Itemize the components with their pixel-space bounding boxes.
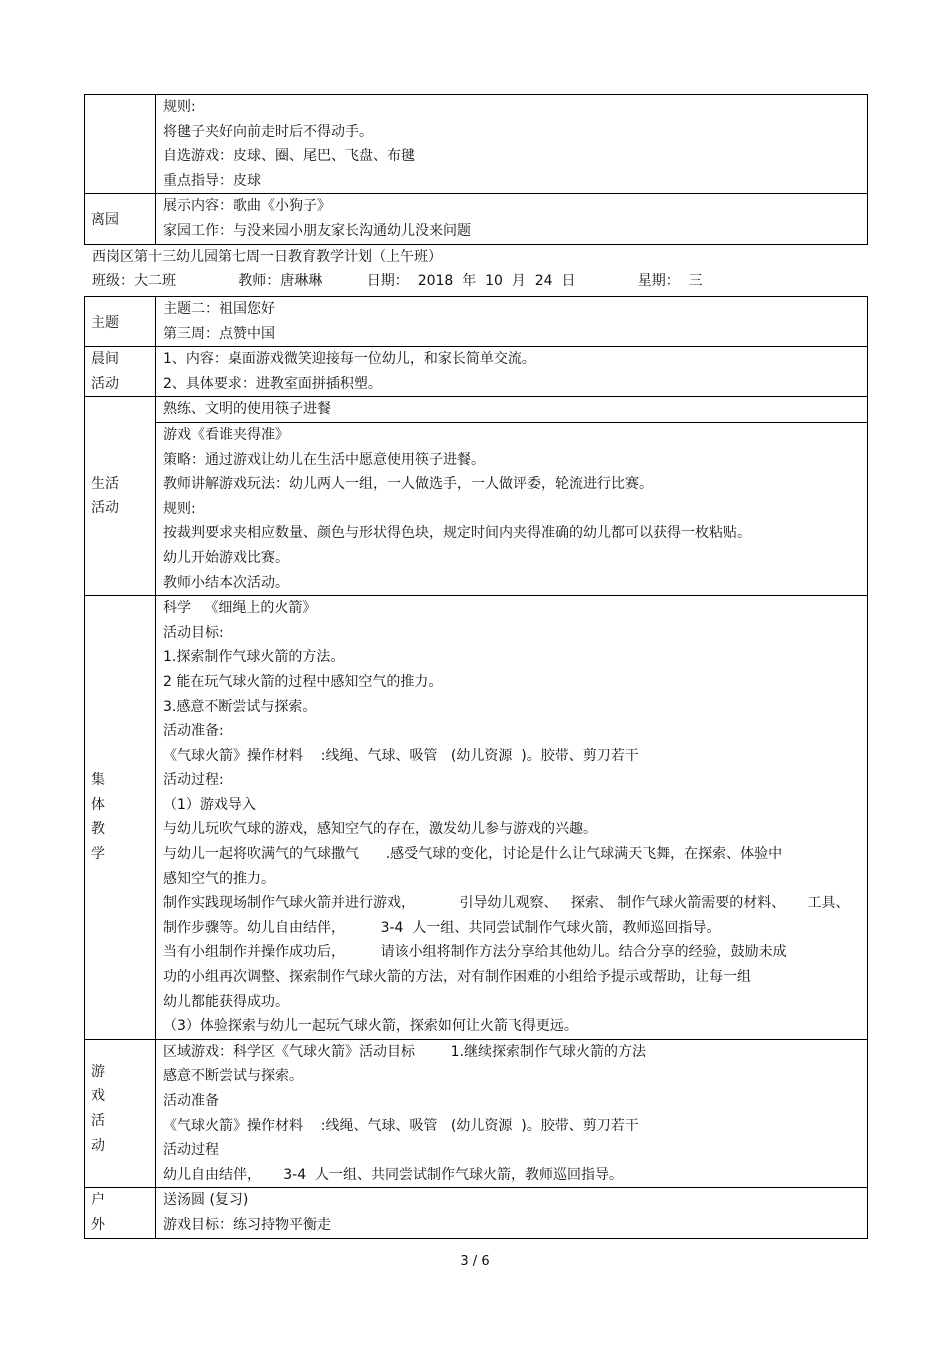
text-line: 教师小结本次活动。 [163,574,289,591]
text-line: 3.感意不断尝试与探索。 [163,698,317,715]
table-continuation [84,94,868,245]
row-label-group [85,596,156,1040]
text-line: 第三周：点赞中国 [163,325,275,342]
text-line: 制作实践现场制作气球火箭并进行游戏， 引导幼儿观察、 探索、 制作气球火箭需要的材料、 工具、 [163,895,850,912]
table-row [85,194,868,244]
document-title: 西岗区第十三幼儿园第七周一日教育教学计划（上午班） [92,249,442,265]
text-line: 1、内容：桌面游戏微笑迎接每一位幼儿，和家长简单交流。 [163,351,536,368]
text-line: 功的小组再次调整、探索制作气球火箭的方法，对有制作困难的小组给予提示或帮助，让每一组 [163,969,751,986]
text-line: 与幼儿一起将吹满气的气球撒气 .感受气球的变化，讨论是什么让气球满天飞舞，在探索、体验中 [163,846,783,863]
page-number: 3 / 6 [460,1254,490,1269]
text-line: 当有小组制作并操作成功后， 请该小组将制作方法分享给其他幼儿。结合分享的经验，鼓励未成 [163,944,787,961]
text-line: （3）体验探索与幼儿一起玩气球火箭，探索如何让火箭飞得更远。 [163,1018,578,1035]
label-char: 体 [91,796,105,813]
table-row [85,297,868,347]
text-line: 将毽子夹好向前走时后不得动手。 [163,123,373,140]
text-line: 教师讲解游戏玩法：幼儿两人一组，一人做选手，一人做评委，轮流进行比赛。 [163,476,653,493]
plan-table [84,296,868,1239]
label-char: 教 [91,821,105,838]
text-line: 家园工作：与没来园小朋友家长沟通幼儿没来问题 [163,222,471,239]
text-line: 规则: [163,500,196,517]
label-char: 集 [91,772,105,789]
row-label-theme [85,297,156,347]
label-line: 生活 [91,475,119,492]
text-line: 熟练、文明的使用筷子进餐 [163,401,331,418]
text-line: 展示内容：歌曲《小狗子》 [163,198,331,215]
row-label [85,194,156,244]
row-content [156,1188,868,1238]
label-char: 活 [91,1113,105,1129]
row-label-games [85,1039,156,1188]
text-line: 感知空气的推力。 [163,870,275,887]
text-line: 科学 《细绳上的火箭》 [163,600,317,617]
table-row [85,397,868,596]
text-line: 与幼儿玩吹气球的游戏，感知空气的存在，激发幼儿参与游戏的兴趣。 [163,821,597,838]
row-content [156,347,868,397]
text-line: 感意不断尝试与探索。 [163,1068,303,1085]
text-line: 活动准备: [163,723,224,740]
label-line: 活动 [91,500,119,517]
label-char: 游 [91,1063,105,1080]
sub-cell [156,422,867,595]
label-char: 动 [91,1137,105,1154]
meta-line: 班级：大二班 教师：唐琳琳 日期： 2018 年 10 月 24 日 星期： 三 [92,273,703,289]
label-char: 戏 [91,1088,105,1105]
text-line: 制作步骤等。幼儿自由结伴， 3-4 人一组、共同尝试制作气球火箭，教师巡回指导。 [163,919,721,936]
text-line: 策略：通过游戏让幼儿在生活中愿意使用筷子进餐。 [163,451,485,468]
text-line: 主题二：祖国您好 [163,301,275,317]
text-line: 重点指导：皮球 [163,172,261,189]
text-line: 《气球火箭》操作材料 :线绳、气球、吸管 (幼儿资源 )。胶带、剪刀若干 [163,1117,639,1134]
row-content [156,596,868,1040]
text-line: 活动过程: [163,772,224,789]
table-row [85,347,868,397]
text-line: 2 能在玩气球火箭的过程中感知空气的推力。 [163,673,443,690]
text-line: 区域游戏：科学区《气球火箭》活动目标 1.继续探索制作气球火箭的方法 [163,1043,646,1060]
text-line: 活动过程 [163,1142,219,1159]
table-row [85,1039,868,1188]
table-row [85,95,868,194]
text-line: 1.探索制作气球火箭的方法。 [163,649,345,666]
text-line: 送汤圆 (复习) [163,1192,249,1209]
text-line: 规则: [163,99,196,115]
text-line: 游戏目标：练习持物平衡走 [163,1216,331,1233]
text-line: 活动准备 [163,1093,219,1109]
row-label-life [85,397,156,596]
label-text: 主题 [91,314,119,331]
text-line: 《气球火箭》操作材料 :线绳、气球、吸管 (幼儿资源 )。胶带、剪刀若干 [163,747,639,764]
row-content [156,297,868,347]
label-line: 活动 [91,375,119,392]
text-line: 活动目标: [163,624,224,641]
text-line: 幼儿开始游戏比赛。 [163,549,289,566]
table-row [85,596,868,1040]
text-line: 按裁判要求夹相应数量、颜色与形状得色块，规定时间内夹得准确的幼儿都可以获得一枚粘贴。 [163,525,751,542]
row-content [156,1039,868,1188]
label-char: 外 [91,1216,105,1233]
label-char: 学 [91,845,105,862]
text-line: 2、具体要求：进教室面拼插积塑。 [163,375,382,392]
label-line: 晨间 [91,351,119,368]
row-label [85,95,156,194]
text-line: 幼儿自由结伴， 3-4 人一组、共同尝试制作气球火箭，教师巡回指导。 [163,1166,624,1183]
text-line: （1）游戏导入 [163,796,256,813]
label-text: 离园 [91,211,119,228]
text-line: 自选游戏：皮球、圈、尾巴、飞盘、布毽 [163,148,415,165]
text-line: 幼儿都能获得成功。 [163,993,289,1010]
row-label-morning [85,347,156,397]
row-content [156,194,868,244]
table-row [85,1188,868,1238]
text-line: 游戏《看谁夹得准》 [163,426,289,443]
row-content [156,397,868,596]
label-char: 户 [91,1192,105,1209]
row-content [156,95,868,194]
row-label-outdoor [85,1188,156,1238]
